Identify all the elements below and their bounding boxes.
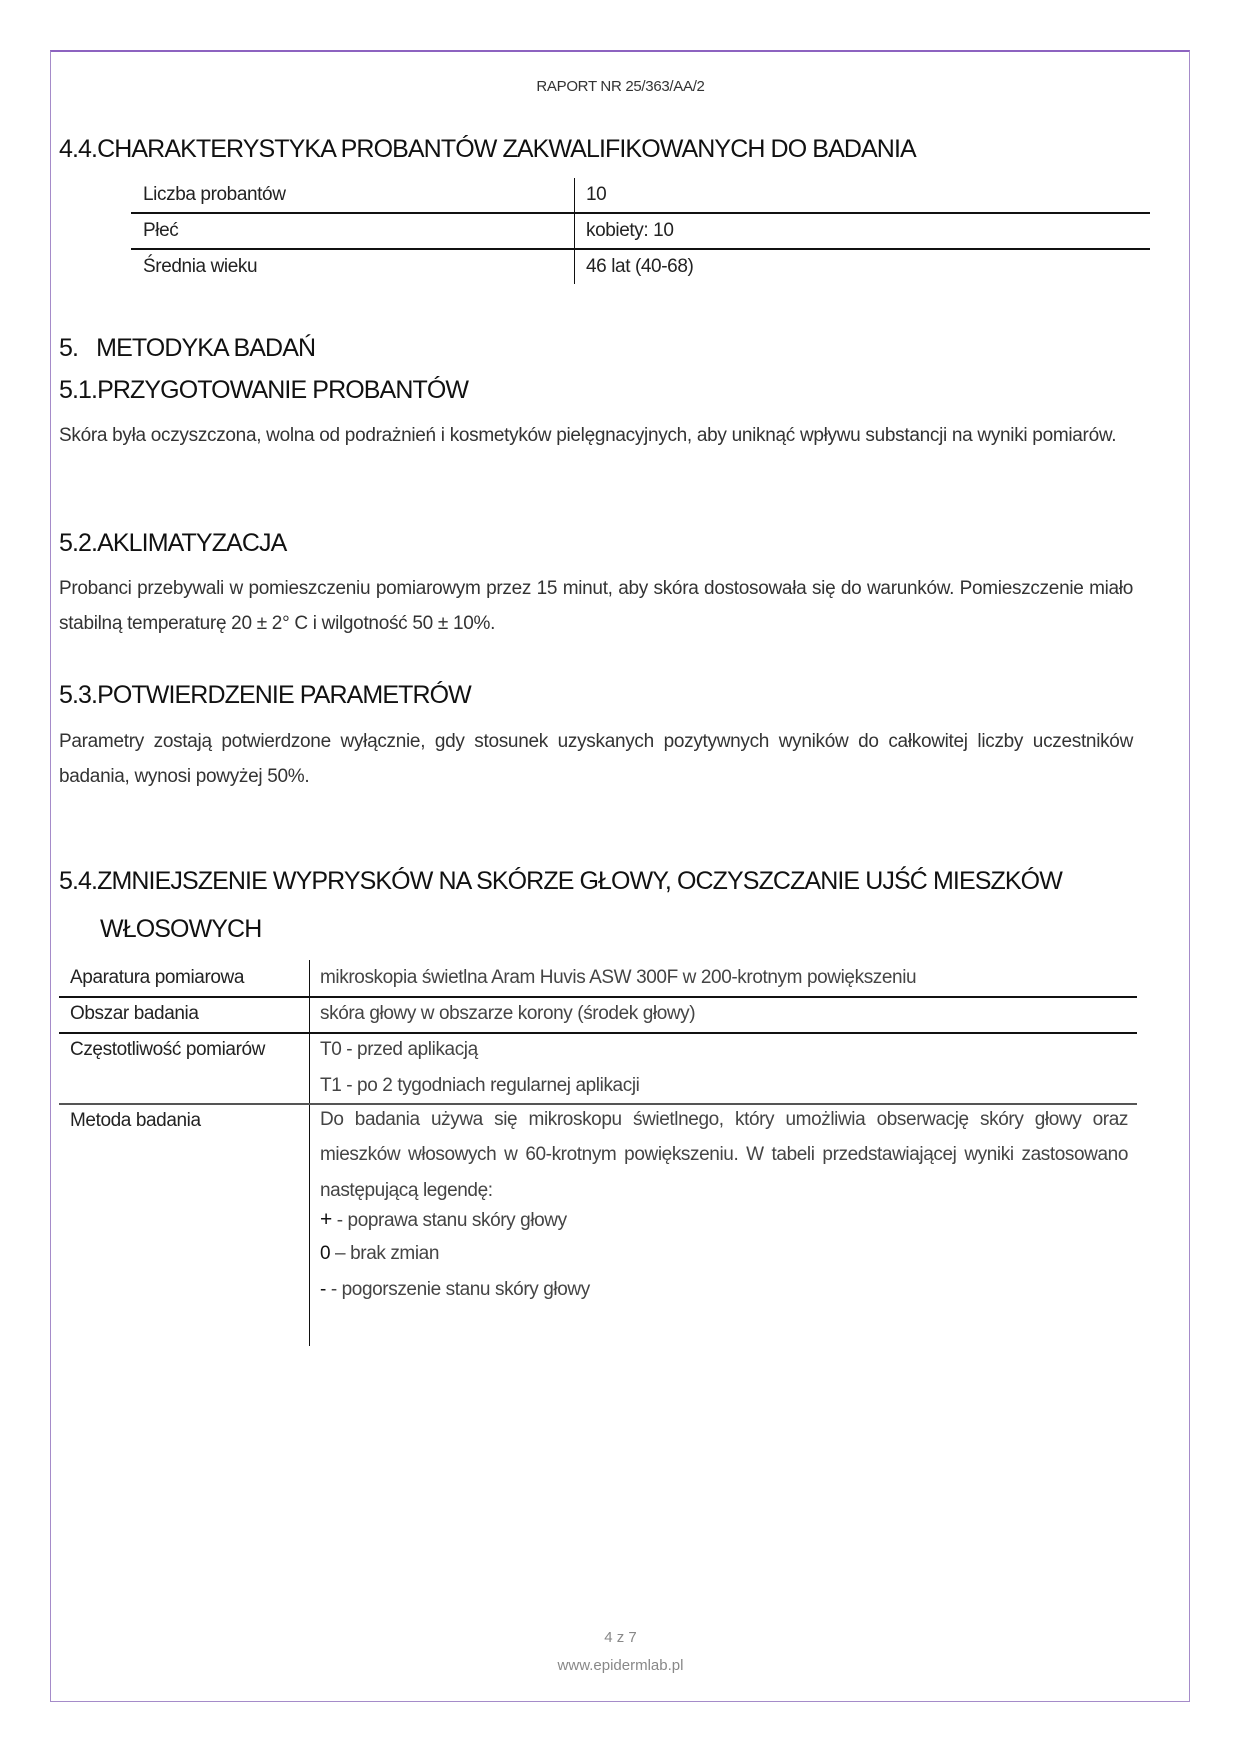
area-label: Obszar badania bbox=[70, 1003, 199, 1024]
page-number: 4 z 7 bbox=[604, 1629, 637, 1646]
frequency-t0: T0 - przed aplikacją bbox=[320, 1039, 478, 1060]
legend-symbol: + bbox=[320, 1208, 332, 1231]
section-5-1-heading: 5.1.PRZYGOTOWANIE PROBANTÓW bbox=[59, 376, 469, 404]
section-4-4-heading: 4.4.CHARAKTERYSTYKA PROBANTÓW ZAKWALIFIKOWANYCH DO BADANIA bbox=[59, 135, 916, 163]
table-row-value: 10 bbox=[586, 184, 607, 205]
frequency-label: Częstotliwość pomiarów bbox=[70, 1039, 265, 1060]
table-row-value: kobiety: 10 bbox=[586, 220, 674, 241]
section-5-3-heading: 5.3.POTWIERDZENIE PARAMETRÓW bbox=[59, 681, 471, 709]
table-row-value: 46 lat (40-68) bbox=[586, 256, 694, 277]
report-number: RAPORT NR 25/363/AA/2 bbox=[536, 78, 705, 95]
website-link[interactable]: www.epidermlab.pl bbox=[557, 1657, 684, 1674]
legend-item-worsening bbox=[320, 1279, 590, 1301]
legend-text: - pogorszenie stanu skóry głowy bbox=[325, 1279, 590, 1300]
legend-symbol: 0 bbox=[320, 1243, 331, 1264]
table-row-label: Płeć bbox=[143, 220, 179, 241]
method-label: Metoda badania bbox=[70, 1110, 201, 1131]
section-5-1-text: Skóra była oczyszczona, wolna od podrażnień i kosmetyków pielęgnacyjnych, aby uniknąć wpływu substancji na wyniki pomiarów. bbox=[59, 425, 1117, 446]
apparatus-value: mikroskopia świetlna Aram Huvis ASW 300F w 200-krotnym powiększeniu bbox=[320, 967, 917, 988]
section-5-2-heading: 5.2.AKLIMATYZACJA bbox=[59, 529, 287, 557]
legend-item-no-change bbox=[320, 1243, 439, 1265]
legend-text: - poprawa stanu skóry głowy bbox=[331, 1210, 567, 1231]
legend-text: – brak zmian bbox=[330, 1243, 440, 1264]
method-text: Do badania używa się mikroskopu świetlnego, który umożliwia obserwację skóry głowy oraz mieszków włosowych w 60-krotnym powiększeniu. W tabeli przedstawiającej wyniki zastosowano następującą legendę: bbox=[320, 1109, 1128, 1201]
apparatus-label: Aparatura pomiarowa bbox=[70, 967, 245, 988]
section-5-heading: 5. METODYKA BADAŃ bbox=[59, 334, 316, 362]
section-5-4-heading: 5.4.ZMNIEJSZENIE WYPRYSKÓW NA SKÓRZE GŁOWY, OCZYSZCZANIE UJŚĆ MIESZKÓW bbox=[59, 867, 1062, 895]
area-value: skóra głowy w obszarze korony (środek głowy) bbox=[320, 1003, 696, 1024]
table-row-label: Liczba probantów bbox=[143, 184, 286, 205]
legend-symbol: - bbox=[320, 1279, 326, 1300]
section-5-3-text: Parametry zostają potwierdzone wyłącznie, gdy stosunek uzyskanych pozytywnych wyników do całkowitej liczby uczestników badania, wynosi powyżej 50%. bbox=[59, 731, 1133, 787]
section-5-4-heading-cont: WŁOSOWYCH bbox=[100, 915, 262, 943]
table-row-label: Średnia wieku bbox=[143, 256, 258, 277]
frequency-t1: T1 - po 2 tygodniach regularnej aplikacji bbox=[320, 1075, 640, 1096]
legend-item-improvement bbox=[320, 1208, 567, 1232]
section-5-2-text: Probanci przebywali w pomieszczeniu pomiarowym przez 15 minut, aby skóra dostosowała się do warunków. Pomieszczenie miało stabilną temperaturę 20 ± 2° C i wilgotność 50 ± 10%. bbox=[59, 578, 1133, 634]
